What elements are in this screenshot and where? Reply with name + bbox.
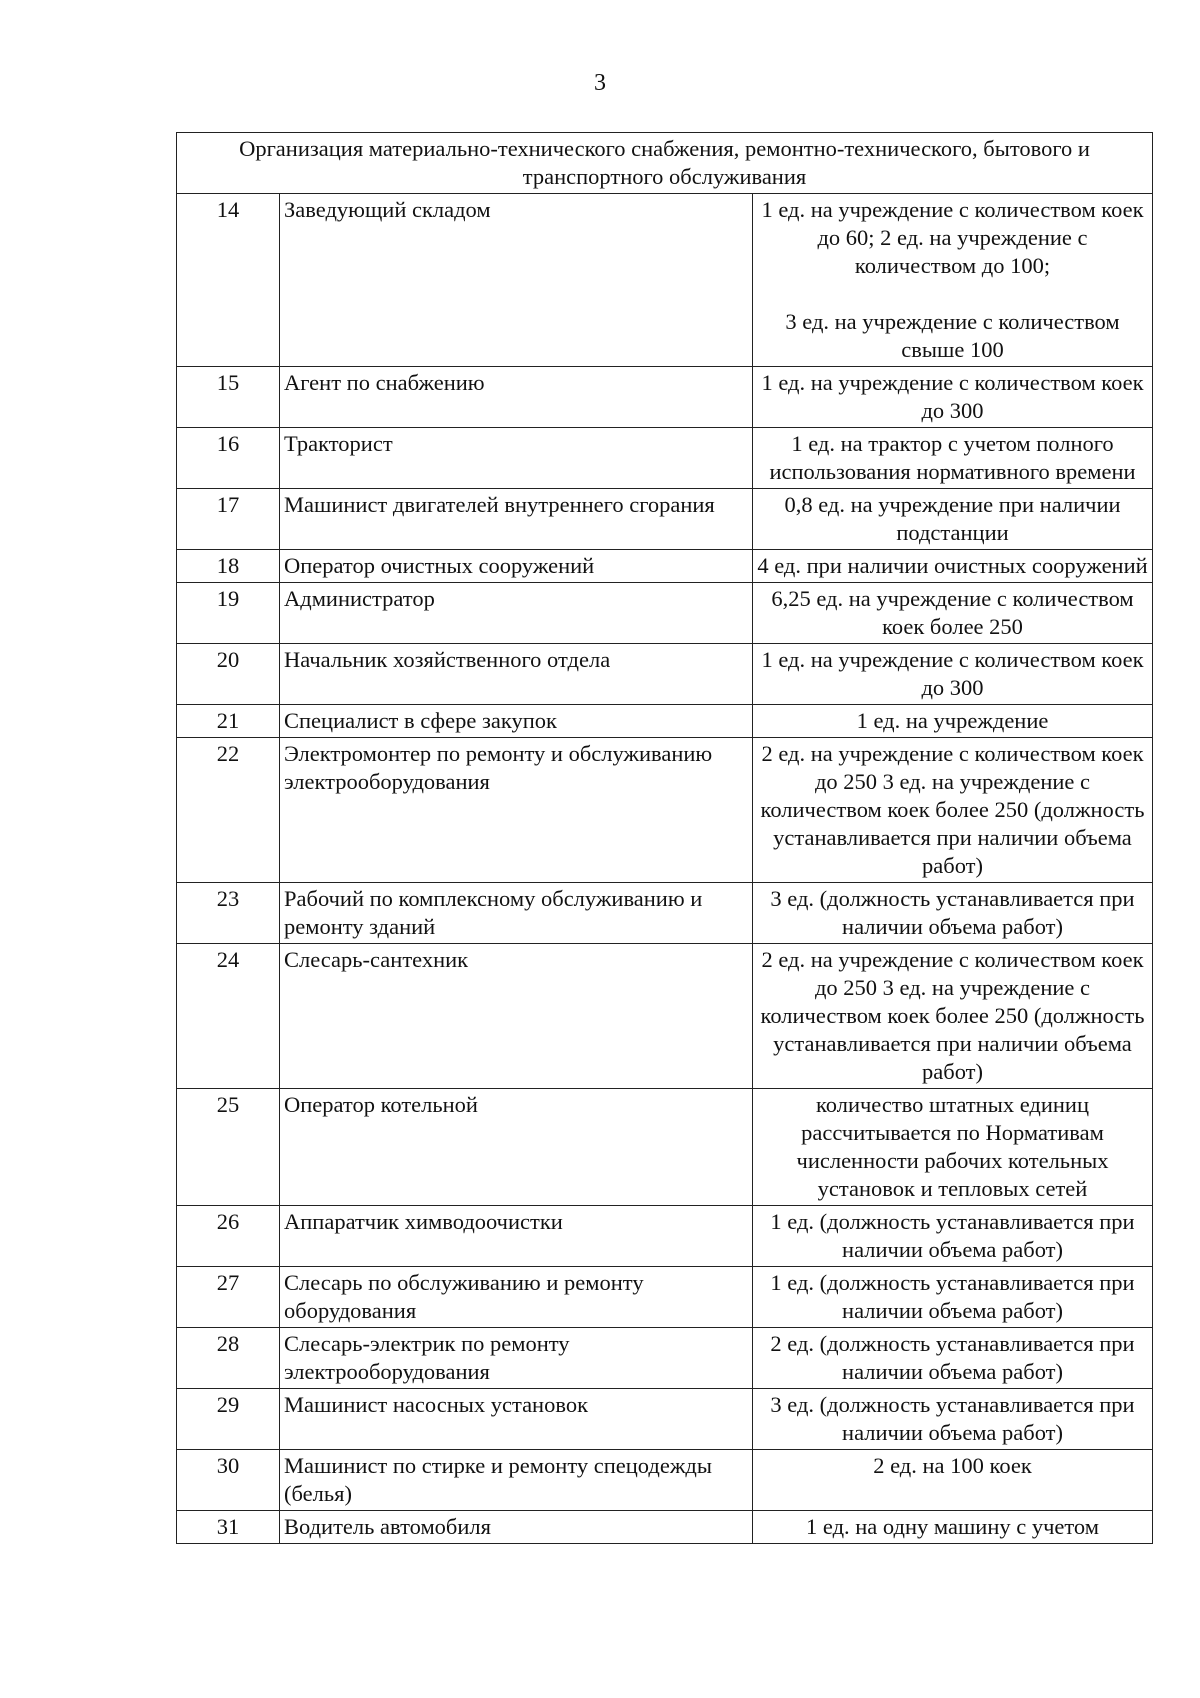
staffing-norm — [753, 1389, 1153, 1450]
staffing-norm-text: 2 ед. на учреждение с количеством коек до 250 3 ед. на учреждение с количеством коек более 250 (должность устанавливается при наличии объема работ) — [760, 947, 1145, 1084]
staffing-norm-text: 3 ед. на учреждение с количеством свыше 100 — [785, 309, 1120, 362]
table-row — [177, 1450, 1153, 1511]
table-row — [177, 1206, 1153, 1267]
staffing-norm-text: 1 ед. (должность устанавливается при наличии объема работ) — [770, 1209, 1135, 1262]
row-number: 25 — [177, 1089, 280, 1206]
position-title: Слесарь-электрик по ремонту электрооборудования — [280, 1328, 753, 1389]
staffing-norm — [753, 1267, 1153, 1328]
position-title: Слесарь-сантехник — [280, 944, 753, 1089]
staffing-norm-text: 1 ед. на учреждение с количеством коек до 300 — [761, 370, 1144, 423]
position-title: Администратор — [280, 583, 753, 644]
table-row — [177, 367, 1153, 428]
table-row — [177, 428, 1153, 489]
staffing-norm — [753, 583, 1153, 644]
staffing-norm-text: количество штатных единиц рассчитывается по Нормативам численности рабочих котельных установок и тепловых сетей — [796, 1092, 1109, 1201]
staffing-norm — [753, 428, 1153, 489]
position-title: Начальник хозяйственного отдела — [280, 644, 753, 705]
table-row — [177, 1267, 1153, 1328]
page-number: 3 — [594, 70, 606, 96]
table-row — [177, 738, 1153, 883]
row-number: 29 — [177, 1389, 280, 1450]
table-row — [177, 944, 1153, 1089]
row-number: 23 — [177, 883, 280, 944]
position-title: Заведующий складом — [280, 194, 753, 367]
row-number: 26 — [177, 1206, 280, 1267]
staffing-norm — [753, 738, 1153, 883]
row-number: 27 — [177, 1267, 280, 1328]
staffing-norm — [753, 1206, 1153, 1267]
row-number: 24 — [177, 944, 280, 1089]
position-title: Машинист насосных установок — [280, 1389, 753, 1450]
table-row — [177, 1389, 1153, 1450]
row-number: 20 — [177, 644, 280, 705]
staffing-norm-text: 1 ед. на учреждение с количеством коек до 300 — [761, 647, 1144, 700]
row-number: 19 — [177, 583, 280, 644]
row-number: 17 — [177, 489, 280, 550]
staffing-norm-text: 1 ед. на учреждение — [856, 708, 1049, 733]
staffing-norm — [753, 489, 1153, 550]
table-row — [177, 883, 1153, 944]
staffing-norm — [753, 1089, 1153, 1206]
staffing-norm — [753, 1328, 1153, 1389]
row-number: 28 — [177, 1328, 280, 1389]
staffing-norm-text: 1 ед. на одну машину с учетом — [806, 1514, 1099, 1539]
position-title: Слесарь по обслуживанию и ремонту оборудования — [280, 1267, 753, 1328]
section-title: Организация материально-технического снабжения, ремонтно-технического, бытового и транспортного обслуживания — [177, 133, 1153, 194]
staffing-norm-text: 4 ед. при наличии очистных сооружений — [757, 553, 1148, 578]
staffing-norm — [753, 550, 1153, 583]
section-header-row — [177, 133, 1153, 194]
staffing-norm — [753, 194, 1153, 367]
position-title: Специалист в сфере закупок — [280, 705, 753, 738]
position-title: Оператор котельной — [280, 1089, 753, 1206]
row-number: 18 — [177, 550, 280, 583]
row-number: 14 — [177, 194, 280, 367]
row-number: 22 — [177, 738, 280, 883]
staffing-norm — [753, 944, 1153, 1089]
staffing-norm — [753, 1511, 1153, 1544]
position-title: Оператор очистных сооружений — [280, 550, 753, 583]
position-title: Тракторист — [280, 428, 753, 489]
staffing-norm-text: 2 ед. на 100 коек — [873, 1453, 1032, 1478]
table-row — [177, 489, 1153, 550]
staffing-norm — [753, 1450, 1153, 1511]
staffing-table — [176, 132, 1153, 1544]
row-number: 31 — [177, 1511, 280, 1544]
staffing-norm — [753, 883, 1153, 944]
table-row — [177, 1328, 1153, 1389]
row-number: 21 — [177, 705, 280, 738]
staffing-norm-text: 2 ед. (должность устанавливается при наличии объема работ) — [770, 1331, 1135, 1384]
position-title: Водитель автомобиля — [280, 1511, 753, 1544]
row-number: 16 — [177, 428, 280, 489]
position-title: Рабочий по комплексному обслуживанию и ремонту зданий — [280, 883, 753, 944]
row-number: 30 — [177, 1450, 280, 1511]
position-title: Электромонтер по ремонту и обслуживанию электрооборудования — [280, 738, 753, 883]
row-number: 15 — [177, 367, 280, 428]
table-row — [177, 583, 1153, 644]
staffing-norm-text: 6,25 ед. на учреждение с количеством коек более 250 — [771, 586, 1134, 639]
staffing-table-body — [177, 133, 1153, 1544]
position-title: Машинист по стирке и ремонту спецодежды (белья) — [280, 1450, 753, 1511]
staffing-norm-text: 1 ед. (должность устанавливается при наличии объема работ) — [770, 1270, 1135, 1323]
table-row — [177, 194, 1153, 367]
table-row — [177, 1089, 1153, 1206]
table-row — [177, 1511, 1153, 1544]
table-row — [177, 705, 1153, 738]
position-title: Аппаратчик химводоочистки — [280, 1206, 753, 1267]
table-row — [177, 550, 1153, 583]
staffing-norm — [753, 367, 1153, 428]
staffing-norm-text: 3 ед. (должность устанавливается при наличии объема работ) — [770, 1392, 1135, 1445]
staffing-norm-text: 2 ед. на учреждение с количеством коек до 250 3 ед. на учреждение с количеством коек более 250 (должность устанавливается при наличии объема работ) — [760, 741, 1145, 878]
staffing-norm — [753, 705, 1153, 738]
staffing-norm-text: 1 ед. на учреждение с количеством коек до 60; 2 ед. на учреждение с количеством до 100; — [761, 197, 1144, 278]
table-row — [177, 644, 1153, 705]
staffing-norm — [753, 644, 1153, 705]
staffing-norm-text: 3 ед. (должность устанавливается при наличии объема работ) — [770, 886, 1135, 939]
staffing-norm-text: 1 ед. на трактор с учетом полного использования нормативного времени — [769, 431, 1136, 484]
position-title: Машинист двигателей внутреннего сгорания — [280, 489, 753, 550]
staffing-norm-text: 0,8 ед. на учреждение при наличии подстанции — [784, 492, 1121, 545]
position-title: Агент по снабжению — [280, 367, 753, 428]
